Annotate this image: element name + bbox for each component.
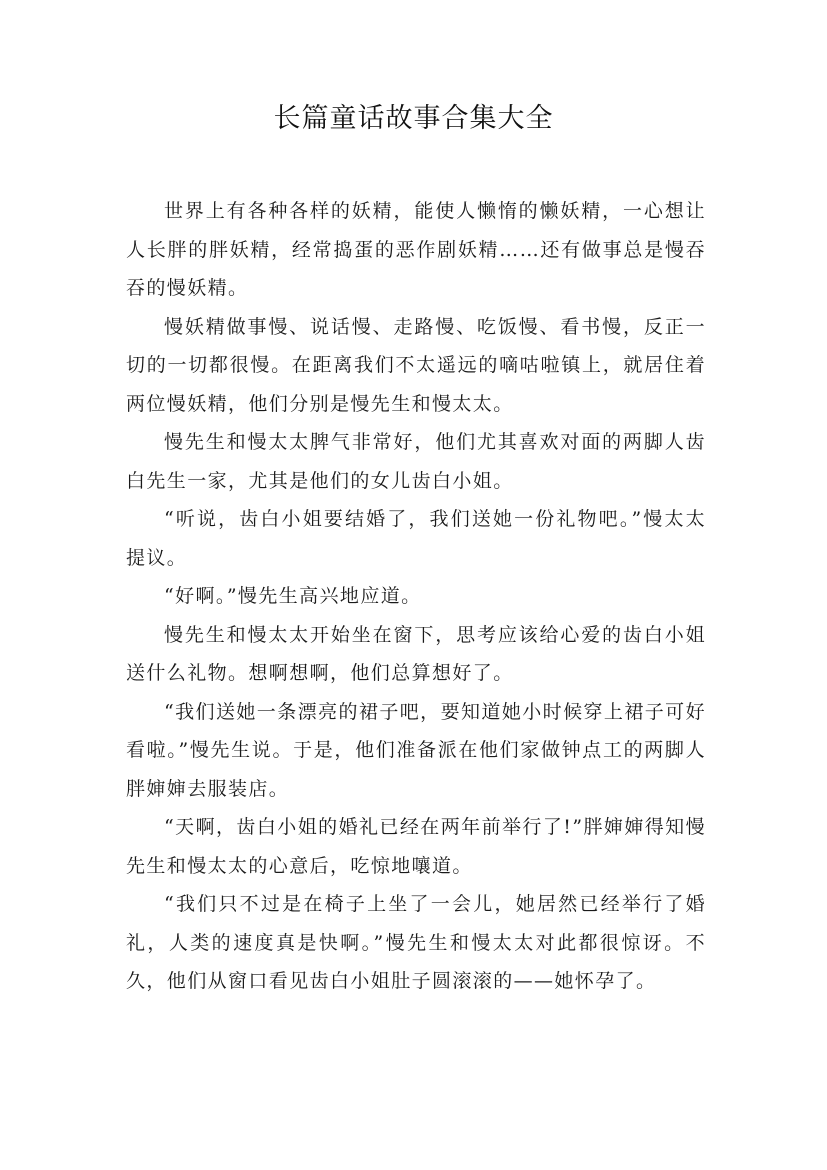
paragraph: 世界上有各种各样的妖精，能使人懒惰的懒妖精，一心想让人长胖的胖妖精，经常捣蛋的恶作剧妖精……还有做事总是慢吞吞的慢妖精。	[126, 200, 706, 299]
paragraph: 慢先生和慢太太开始坐在窗下，思考应该给心爱的齿白小姐送什么礼物。想啊想啊，他们总算想好了。	[126, 623, 706, 684]
paragraph: 慢先生和慢太太脾气非常好，他们尤其喜欢对面的两脚人齿白先生一家，尤其是他们的女儿齿白小姐。	[126, 431, 706, 492]
paragraph: 慢妖精做事慢、说话慢、走路慢、吃饭慢、看书慢，反正一切的一切都很慢。在距离我们不太遥远的嘀咕啦镇上，就居住着两位慢妖精，他们分别是慢先生和慢太太。	[126, 315, 706, 415]
document-title: 长篇童话故事合集大全	[273, 103, 554, 134]
paragraph: “我们只不过是在椅子上坐了一会儿，她居然已经举行了婚礼，人类的速度真是快啊。”慢先生和慢太太对此都很惊讶。不久，他们从窗口看见齿白小姐肚子圆滚滚的——她怀孕了。	[126, 893, 706, 992]
paragraph: “好啊。”慢先生高兴地应道。	[164, 585, 422, 607]
paragraph: “我们送她一条漂亮的裙子吧，要知道她小时候穿上裙子可好看啦。”慢先生说。于是，他们准备派在他们家做钟点工的两脚人胖婶婶去服装店。	[126, 700, 706, 800]
document-body	[126, 192, 706, 1001]
paragraph: “听说，齿白小姐要结婚了，我们送她一份礼物吧。”慢太太提议。	[126, 508, 706, 569]
paragraph: “天啊，齿白小姐的婚礼已经在两年前举行了!”胖婶婶得知慢先生和慢太太的心意后，吃惊地嚷道。	[126, 816, 706, 877]
